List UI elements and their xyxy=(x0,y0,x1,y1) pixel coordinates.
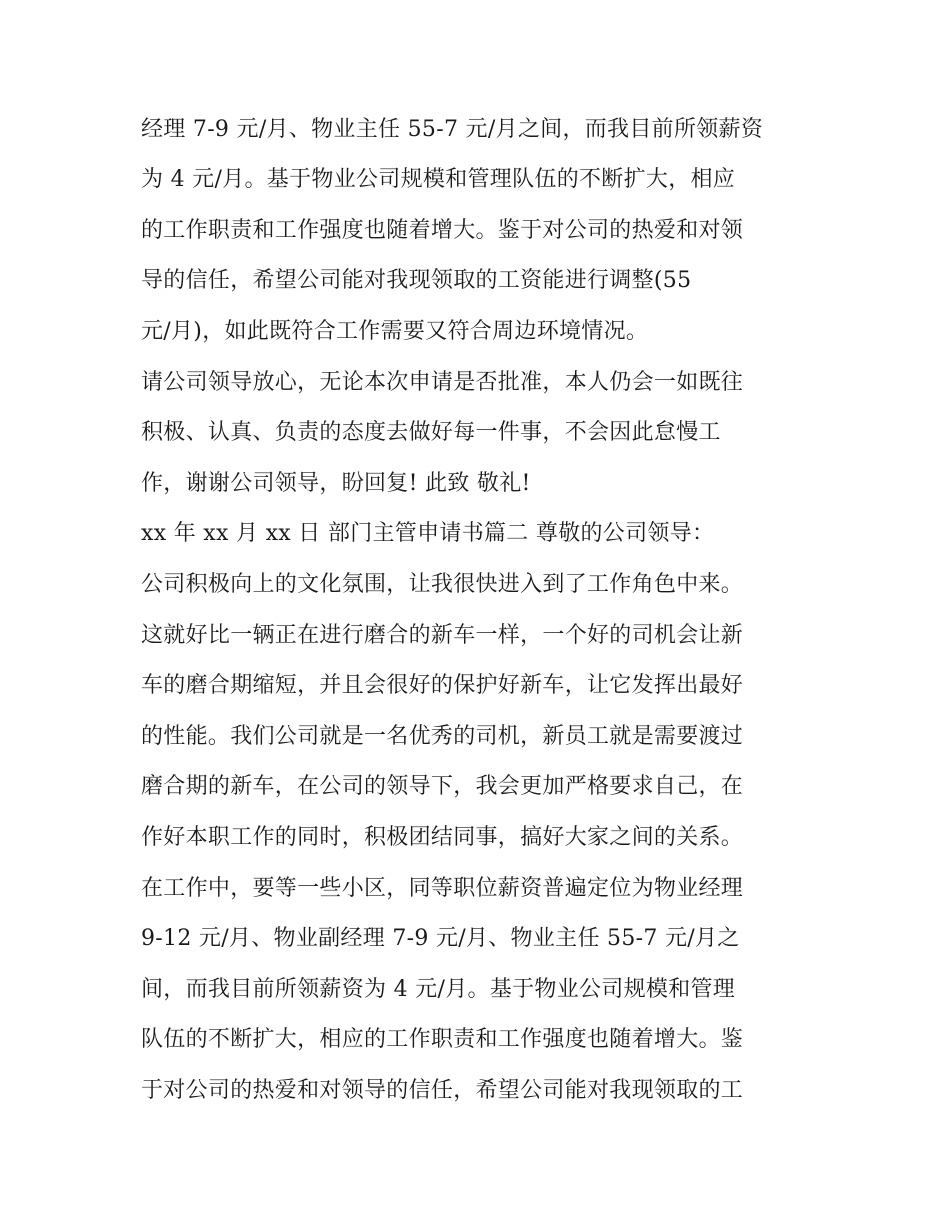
text-line: 这就好比一辆正在进行磨合的新车一样，一个好的司机会让新 xyxy=(141,623,744,648)
text-line: 作好本职工作的同时，积极团结同事，搞好大家之间的关系。 xyxy=(141,825,744,850)
text-line: 于对公司的热爱和对领导的信任，希望公司能对我现领取的工 xyxy=(141,1078,744,1103)
text-line: xx 年 xx 月 xx 日 部门主管申请书篇二 尊敬的公司领导： xyxy=(141,521,715,546)
text-line: 积极、认真、负责的态度去做好每一件事，不会因此怠慢工 xyxy=(141,420,721,445)
text-line: 的工作职责和工作强度也随着增大。鉴于对公司的热爱和对领 xyxy=(141,218,744,243)
text-line: 磨合期的新车，在公司的领导下，我会更加严格要求自己，在 xyxy=(141,774,744,799)
text-line: 导的信任，希望公司能对我现领取的工资能进行调整(55 xyxy=(141,268,692,293)
text-line: 车的磨合期缩短，并且会很好的保护好新车，让它发挥出最好 xyxy=(141,673,744,698)
text-line: 9-12 元/月、物业副经理 7-9 元/月、物业主任 55-7 元/月之 xyxy=(141,926,740,951)
text-line: 经理 7-9 元/月、物业主任 55-7 元/月之间，而我目前所领薪资 xyxy=(141,117,764,142)
text-line: 请公司领导放心，无论本次申请是否批准，本人仍会一如既往 xyxy=(141,370,744,395)
text-line: 公司积极向上的文化氛围，让我很快进入到了工作角色中来。 xyxy=(141,572,744,597)
text-line: 队伍的不断扩大，相应的工作职责和工作强度也随着增大。鉴 xyxy=(141,1027,744,1052)
text-line: 在工作中，要等一些小区，同等职位薪资普遍定位为物业经理 xyxy=(141,876,744,901)
text-line: 间，而我目前所领薪资为 4 元/月。基于物业公司规模和管理 xyxy=(141,977,736,1002)
text-line: 为 4 元/月。基于物业公司规模和管理队伍的不断扩大，相应 xyxy=(141,167,736,192)
text-line: 作，谢谢公司领导，盼回复! 此致 敬礼! xyxy=(141,471,531,496)
text-line: 元/月)，如此既符合工作需要又符合周边环境情况。 xyxy=(141,319,649,344)
text-line: 的性能。我们公司就是一名优秀的司机，新员工就是需要渡过 xyxy=(141,724,744,749)
